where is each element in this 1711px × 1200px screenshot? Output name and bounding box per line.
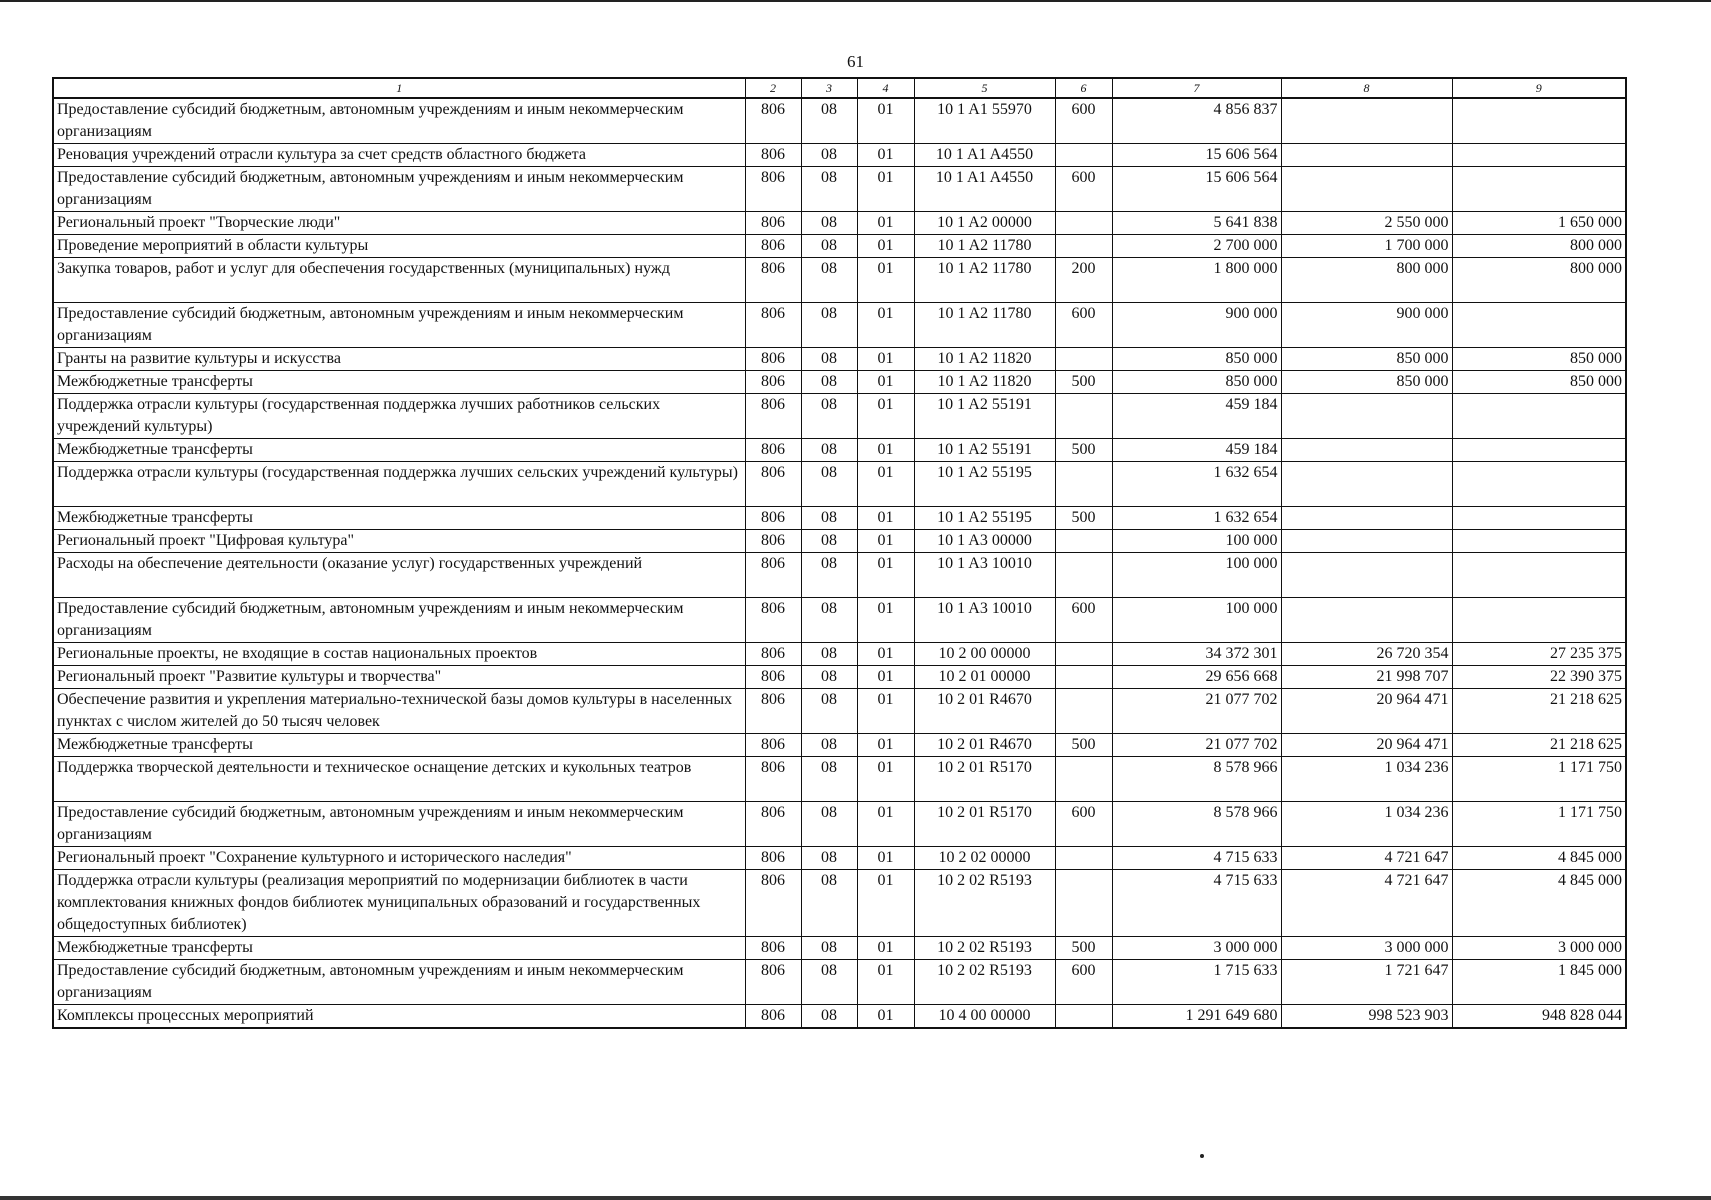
row-name-cell: Предоставление субсидий бюджетным, автономным учреждениям и иным некоммерческим организациям	[53, 167, 745, 212]
row-subsection-cell: 01	[857, 348, 914, 371]
row-code-cell: 806	[745, 235, 801, 258]
row-amount-col8-cell: 4 721 647	[1281, 847, 1452, 870]
table-row	[53, 666, 1626, 689]
row-amount-col7-cell: 8 578 966	[1112, 757, 1281, 802]
table-row	[53, 212, 1626, 235]
row-target-article-cell: 10 1 A2 00000	[914, 212, 1055, 235]
row-name-cell: Обеспечение развития и укрепления материально-технической базы домов культуры в населенных пунктах с числом жителей до 50 тысяч человек	[53, 689, 745, 734]
row-code-cell: 806	[745, 870, 801, 937]
row-amount-col9-cell: 21 218 625	[1452, 734, 1626, 757]
row-section-cell: 08	[801, 757, 857, 802]
row-amount-col8-cell	[1281, 167, 1452, 212]
row-name-cell: Межбюджетные трансферты	[53, 734, 745, 757]
row-target-article-cell: 10 1 A2 55191	[914, 439, 1055, 462]
table-row	[53, 258, 1626, 303]
budget-table	[52, 77, 1627, 1029]
row-amount-col8-cell: 998 523 903	[1281, 1005, 1452, 1029]
row-amount-col8-cell	[1281, 144, 1452, 167]
row-expense-type-cell: 500	[1055, 937, 1112, 960]
row-subsection-cell: 01	[857, 598, 914, 643]
budget-table-container	[52, 77, 1625, 1029]
row-code-cell: 806	[745, 643, 801, 666]
row-target-article-cell: 10 1 A3 10010	[914, 553, 1055, 598]
row-amount-col9-cell: 21 218 625	[1452, 689, 1626, 734]
table-row	[53, 303, 1626, 348]
row-section-cell: 08	[801, 847, 857, 870]
row-amount-col7-cell: 850 000	[1112, 348, 1281, 371]
row-target-article-cell: 10 1 A2 55195	[914, 507, 1055, 530]
row-amount-col7-cell: 4 715 633	[1112, 870, 1281, 937]
table-row	[53, 144, 1626, 167]
column-header: 2	[745, 78, 801, 98]
row-target-article-cell: 10 2 01 R4670	[914, 689, 1055, 734]
table-row	[53, 937, 1626, 960]
row-expense-type-cell	[1055, 870, 1112, 937]
row-amount-col8-cell: 850 000	[1281, 371, 1452, 394]
row-section-cell: 08	[801, 235, 857, 258]
row-amount-col9-cell: 1 845 000	[1452, 960, 1626, 1005]
row-amount-col9-cell	[1452, 553, 1626, 598]
row-amount-col8-cell: 2 550 000	[1281, 212, 1452, 235]
row-name-cell: Проведение мероприятий в области культуры	[53, 235, 745, 258]
row-name-cell: Региональный проект "Сохранение культурного и исторического наследия"	[53, 847, 745, 870]
row-amount-col9-cell: 800 000	[1452, 235, 1626, 258]
row-expense-type-cell: 500	[1055, 507, 1112, 530]
row-name-cell: Предоставление субсидий бюджетным, автономным учреждениям и иным некоммерческим организациям	[53, 598, 745, 643]
row-amount-col7-cell: 900 000	[1112, 303, 1281, 348]
row-expense-type-cell	[1055, 689, 1112, 734]
table-row	[53, 757, 1626, 802]
row-section-cell: 08	[801, 258, 857, 303]
column-header: 7	[1112, 78, 1281, 98]
row-subsection-cell: 01	[857, 235, 914, 258]
row-section-cell: 08	[801, 507, 857, 530]
table-row	[53, 734, 1626, 757]
row-name-cell: Закупка товаров, работ и услуг для обеспечения государственных (муниципальных) нужд	[53, 258, 745, 303]
row-amount-col8-cell: 3 000 000	[1281, 937, 1452, 960]
row-amount-col7-cell: 850 000	[1112, 371, 1281, 394]
row-subsection-cell: 01	[857, 870, 914, 937]
row-target-article-cell: 10 2 02 R5193	[914, 870, 1055, 937]
row-code-cell: 806	[745, 847, 801, 870]
row-subsection-cell: 01	[857, 643, 914, 666]
row-amount-col9-cell: 4 845 000	[1452, 870, 1626, 937]
row-amount-col9-cell	[1452, 507, 1626, 530]
row-expense-type-cell	[1055, 144, 1112, 167]
row-amount-col8-cell	[1281, 439, 1452, 462]
row-amount-col7-cell: 29 656 668	[1112, 666, 1281, 689]
row-name-cell: Региональный проект "Развитие культуры и творчества"	[53, 666, 745, 689]
table-row	[53, 1005, 1626, 1029]
row-amount-col7-cell: 1 632 654	[1112, 507, 1281, 530]
row-section-cell: 08	[801, 167, 857, 212]
row-amount-col9-cell: 1 171 750	[1452, 757, 1626, 802]
row-amount-col7-cell: 15 606 564	[1112, 144, 1281, 167]
row-amount-col8-cell	[1281, 530, 1452, 553]
row-amount-col9-cell: 850 000	[1452, 348, 1626, 371]
row-amount-col8-cell	[1281, 598, 1452, 643]
row-expense-type-cell: 500	[1055, 371, 1112, 394]
row-code-cell: 806	[745, 666, 801, 689]
row-subsection-cell: 01	[857, 371, 914, 394]
row-target-article-cell: 10 2 02 R5193	[914, 960, 1055, 1005]
row-name-cell: Межбюджетные трансферты	[53, 937, 745, 960]
row-name-cell: Поддержка творческой деятельности и техническое оснащение детских и кукольных театров	[53, 757, 745, 802]
row-amount-col8-cell: 850 000	[1281, 348, 1452, 371]
column-header: 5	[914, 78, 1055, 98]
row-amount-col8-cell: 1 034 236	[1281, 802, 1452, 847]
row-subsection-cell: 01	[857, 462, 914, 507]
row-code-cell: 806	[745, 98, 801, 144]
row-code-cell: 806	[745, 598, 801, 643]
row-name-cell: Региональный проект "Творческие люди"	[53, 212, 745, 235]
row-amount-col9-cell	[1452, 303, 1626, 348]
row-amount-col7-cell: 459 184	[1112, 439, 1281, 462]
row-code-cell: 806	[745, 553, 801, 598]
row-code-cell: 806	[745, 303, 801, 348]
row-name-cell: Гранты на развитие культуры и искусства	[53, 348, 745, 371]
row-section-cell: 08	[801, 937, 857, 960]
row-target-article-cell: 10 2 02 R5193	[914, 937, 1055, 960]
table-row	[53, 553, 1626, 598]
row-name-cell: Межбюджетные трансферты	[53, 507, 745, 530]
header-row	[53, 78, 1626, 98]
table-row	[53, 870, 1626, 937]
row-name-cell: Региональные проекты, не входящие в состав национальных проектов	[53, 643, 745, 666]
table-row	[53, 167, 1626, 212]
row-amount-col8-cell: 20 964 471	[1281, 734, 1452, 757]
row-name-cell: Межбюджетные трансферты	[53, 371, 745, 394]
row-name-cell: Поддержка отрасли культуры (реализация мероприятий по модернизации библиотек в части комплектования книжных фондов библиотек муниципальных образований и государственных общедоступных библиотек)	[53, 870, 745, 937]
row-expense-type-cell	[1055, 530, 1112, 553]
row-expense-type-cell	[1055, 643, 1112, 666]
row-section-cell: 08	[801, 643, 857, 666]
row-name-cell: Предоставление субсидий бюджетным, автономным учреждениям и иным некоммерческим организациям	[53, 802, 745, 847]
row-subsection-cell: 01	[857, 394, 914, 439]
column-header: 8	[1281, 78, 1452, 98]
row-amount-col7-cell: 1 291 649 680	[1112, 1005, 1281, 1029]
row-amount-col8-cell: 800 000	[1281, 258, 1452, 303]
row-amount-col8-cell: 4 721 647	[1281, 870, 1452, 937]
table-row	[53, 394, 1626, 439]
row-code-cell: 806	[745, 507, 801, 530]
row-name-cell: Расходы на обеспечение деятельности (оказание услуг) государственных учреждений	[53, 553, 745, 598]
row-name-cell: Реновация учреждений отрасли культура за счет средств областного бюджета	[53, 144, 745, 167]
row-amount-col9-cell: 1 650 000	[1452, 212, 1626, 235]
row-amount-col9-cell	[1452, 462, 1626, 507]
row-subsection-cell: 01	[857, 212, 914, 235]
row-target-article-cell: 10 2 00 00000	[914, 643, 1055, 666]
row-section-cell: 08	[801, 802, 857, 847]
row-expense-type-cell	[1055, 235, 1112, 258]
row-expense-type-cell: 600	[1055, 960, 1112, 1005]
row-target-article-cell: 10 2 02 00000	[914, 847, 1055, 870]
row-target-article-cell: 10 1 A1 55970	[914, 98, 1055, 144]
row-amount-col7-cell: 8 578 966	[1112, 802, 1281, 847]
row-amount-col8-cell: 20 964 471	[1281, 689, 1452, 734]
row-section-cell: 08	[801, 666, 857, 689]
row-amount-col8-cell	[1281, 98, 1452, 144]
row-amount-col9-cell: 3 000 000	[1452, 937, 1626, 960]
row-expense-type-cell	[1055, 394, 1112, 439]
row-section-cell: 08	[801, 553, 857, 598]
row-section-cell: 08	[801, 439, 857, 462]
row-amount-col9-cell: 1 171 750	[1452, 802, 1626, 847]
page-number: 61	[847, 52, 864, 71]
row-code-cell: 806	[745, 348, 801, 371]
table-row	[53, 598, 1626, 643]
row-section-cell: 08	[801, 462, 857, 507]
row-amount-col7-cell: 100 000	[1112, 598, 1281, 643]
row-expense-type-cell	[1055, 757, 1112, 802]
row-target-article-cell: 10 2 01 R5170	[914, 802, 1055, 847]
row-amount-col8-cell: 1 034 236	[1281, 757, 1452, 802]
row-amount-col9-cell: 800 000	[1452, 258, 1626, 303]
row-amount-col9-cell	[1452, 144, 1626, 167]
row-amount-col7-cell: 1 632 654	[1112, 462, 1281, 507]
row-section-cell: 08	[801, 371, 857, 394]
row-subsection-cell: 01	[857, 666, 914, 689]
row-amount-col7-cell: 2 700 000	[1112, 235, 1281, 258]
table-row	[53, 960, 1626, 1005]
row-code-cell: 806	[745, 212, 801, 235]
row-amount-col8-cell: 26 720 354	[1281, 643, 1452, 666]
row-target-article-cell: 10 1 A2 11780	[914, 303, 1055, 348]
row-amount-col7-cell: 4 715 633	[1112, 847, 1281, 870]
row-section-cell: 08	[801, 734, 857, 757]
row-section-cell: 08	[801, 870, 857, 937]
row-expense-type-cell: 600	[1055, 167, 1112, 212]
row-section-cell: 08	[801, 348, 857, 371]
column-header: 9	[1452, 78, 1626, 98]
row-expense-type-cell	[1055, 666, 1112, 689]
row-target-article-cell: 10 1 A3 00000	[914, 530, 1055, 553]
row-amount-col8-cell: 1 721 647	[1281, 960, 1452, 1005]
row-section-cell: 08	[801, 394, 857, 439]
row-amount-col9-cell	[1452, 439, 1626, 462]
row-name-cell: Комплексы процессных мероприятий	[53, 1005, 745, 1029]
row-target-article-cell: 10 4 00 00000	[914, 1005, 1055, 1029]
row-name-cell: Поддержка отрасли культуры (государственная поддержка лучших работников сельских учреждений культуры)	[53, 394, 745, 439]
row-expense-type-cell: 600	[1055, 98, 1112, 144]
row-code-cell: 806	[745, 960, 801, 1005]
row-expense-type-cell	[1055, 348, 1112, 371]
row-code-cell: 806	[745, 371, 801, 394]
row-amount-col9-cell: 4 845 000	[1452, 847, 1626, 870]
row-amount-col9-cell	[1452, 98, 1626, 144]
row-target-article-cell: 10 1 A3 10010	[914, 598, 1055, 643]
row-subsection-cell: 01	[857, 1005, 914, 1029]
row-section-cell: 08	[801, 960, 857, 1005]
row-amount-col7-cell: 1 715 633	[1112, 960, 1281, 1005]
row-amount-col9-cell	[1452, 167, 1626, 212]
row-amount-col9-cell: 27 235 375	[1452, 643, 1626, 666]
row-amount-col7-cell: 100 000	[1112, 553, 1281, 598]
row-expense-type-cell: 500	[1055, 734, 1112, 757]
row-code-cell: 806	[745, 689, 801, 734]
table-row	[53, 98, 1626, 144]
row-amount-col7-cell: 34 372 301	[1112, 643, 1281, 666]
table-body	[53, 98, 1626, 1028]
row-amount-col7-cell: 5 641 838	[1112, 212, 1281, 235]
row-target-article-cell: 10 1 A2 55195	[914, 462, 1055, 507]
row-amount-col9-cell	[1452, 394, 1626, 439]
row-expense-type-cell	[1055, 462, 1112, 507]
row-section-cell: 08	[801, 530, 857, 553]
row-subsection-cell: 01	[857, 937, 914, 960]
row-code-cell: 806	[745, 439, 801, 462]
row-code-cell: 806	[745, 937, 801, 960]
row-amount-col7-cell: 100 000	[1112, 530, 1281, 553]
row-subsection-cell: 01	[857, 960, 914, 1005]
row-code-cell: 806	[745, 757, 801, 802]
row-subsection-cell: 01	[857, 734, 914, 757]
row-amount-col7-cell: 4 856 837	[1112, 98, 1281, 144]
row-code-cell: 806	[745, 144, 801, 167]
table-row	[53, 847, 1626, 870]
row-subsection-cell: 01	[857, 98, 914, 144]
row-amount-col9-cell	[1452, 598, 1626, 643]
table-row	[53, 643, 1626, 666]
row-subsection-cell: 01	[857, 144, 914, 167]
row-target-article-cell: 10 1 A2 11780	[914, 258, 1055, 303]
row-subsection-cell: 01	[857, 507, 914, 530]
row-code-cell: 806	[745, 394, 801, 439]
row-target-article-cell: 10 1 A1 A4550	[914, 167, 1055, 212]
row-code-cell: 806	[745, 462, 801, 507]
row-code-cell: 806	[745, 734, 801, 757]
row-expense-type-cell	[1055, 212, 1112, 235]
row-section-cell: 08	[801, 212, 857, 235]
row-code-cell: 806	[745, 802, 801, 847]
row-expense-type-cell	[1055, 847, 1112, 870]
row-section-cell: 08	[801, 303, 857, 348]
row-amount-col8-cell	[1281, 394, 1452, 439]
row-subsection-cell: 01	[857, 439, 914, 462]
table-row	[53, 802, 1626, 847]
row-section-cell: 08	[801, 598, 857, 643]
row-subsection-cell: 01	[857, 757, 914, 802]
row-amount-col8-cell: 1 700 000	[1281, 235, 1452, 258]
scan-edge-top	[0, 0, 1711, 2]
scan-edge-bottom	[0, 1196, 1711, 1200]
column-header: 4	[857, 78, 914, 98]
table-row	[53, 348, 1626, 371]
row-name-cell: Предоставление субсидий бюджетным, автономным учреждениям и иным некоммерческим организациям	[53, 98, 745, 144]
row-subsection-cell: 01	[857, 530, 914, 553]
row-subsection-cell: 01	[857, 167, 914, 212]
row-subsection-cell: 01	[857, 553, 914, 598]
row-expense-type-cell: 600	[1055, 802, 1112, 847]
row-amount-col8-cell: 900 000	[1281, 303, 1452, 348]
row-name-cell: Предоставление субсидий бюджетным, автономным учреждениям и иным некоммерческим организациям	[53, 960, 745, 1005]
row-target-article-cell: 10 1 A2 11820	[914, 371, 1055, 394]
table-row	[53, 689, 1626, 734]
row-expense-type-cell	[1055, 553, 1112, 598]
row-code-cell: 806	[745, 530, 801, 553]
row-amount-col9-cell: 22 390 375	[1452, 666, 1626, 689]
row-expense-type-cell: 600	[1055, 303, 1112, 348]
table-row	[53, 530, 1626, 553]
column-header: 3	[801, 78, 857, 98]
row-amount-col8-cell	[1281, 553, 1452, 598]
table-row	[53, 462, 1626, 507]
row-target-article-cell: 10 2 01 R5170	[914, 757, 1055, 802]
row-amount-col7-cell: 3 000 000	[1112, 937, 1281, 960]
row-section-cell: 08	[801, 1005, 857, 1029]
row-amount-col7-cell: 459 184	[1112, 394, 1281, 439]
table-row	[53, 439, 1626, 462]
row-expense-type-cell: 600	[1055, 598, 1112, 643]
row-name-cell: Предоставление субсидий бюджетным, автономным учреждениям и иным некоммерческим организациям	[53, 303, 745, 348]
scan-mark	[1200, 1154, 1204, 1158]
row-amount-col8-cell: 21 998 707	[1281, 666, 1452, 689]
row-section-cell: 08	[801, 144, 857, 167]
row-target-article-cell: 10 1 A2 11820	[914, 348, 1055, 371]
column-header: 1	[53, 78, 745, 98]
row-expense-type-cell: 500	[1055, 439, 1112, 462]
row-section-cell: 08	[801, 689, 857, 734]
row-subsection-cell: 01	[857, 689, 914, 734]
row-section-cell: 08	[801, 98, 857, 144]
row-expense-type-cell	[1055, 1005, 1112, 1029]
row-amount-col7-cell: 1 800 000	[1112, 258, 1281, 303]
row-code-cell: 806	[745, 1005, 801, 1029]
row-amount-col8-cell	[1281, 507, 1452, 530]
row-target-article-cell: 10 2 01 R4670	[914, 734, 1055, 757]
row-target-article-cell: 10 2 01 00000	[914, 666, 1055, 689]
row-amount-col8-cell	[1281, 462, 1452, 507]
row-code-cell: 806	[745, 167, 801, 212]
row-subsection-cell: 01	[857, 258, 914, 303]
row-amount-col9-cell	[1452, 530, 1626, 553]
row-subsection-cell: 01	[857, 847, 914, 870]
row-name-cell: Поддержка отрасли культуры (государственная поддержка лучших сельских учреждений культуры)	[53, 462, 745, 507]
row-amount-col7-cell: 21 077 702	[1112, 734, 1281, 757]
row-expense-type-cell: 200	[1055, 258, 1112, 303]
row-amount-col7-cell: 21 077 702	[1112, 689, 1281, 734]
row-code-cell: 806	[745, 258, 801, 303]
row-subsection-cell: 01	[857, 802, 914, 847]
row-target-article-cell: 10 1 A1 A4550	[914, 144, 1055, 167]
column-header: 6	[1055, 78, 1112, 98]
row-target-article-cell: 10 1 A2 55191	[914, 394, 1055, 439]
row-subsection-cell: 01	[857, 303, 914, 348]
table-row	[53, 371, 1626, 394]
row-amount-col9-cell: 948 828 044	[1452, 1005, 1626, 1029]
row-name-cell: Региональный проект "Цифровая культура"	[53, 530, 745, 553]
row-amount-col9-cell: 850 000	[1452, 371, 1626, 394]
table-row	[53, 507, 1626, 530]
table-row	[53, 235, 1626, 258]
row-amount-col7-cell: 15 606 564	[1112, 167, 1281, 212]
row-name-cell: Межбюджетные трансферты	[53, 439, 745, 462]
row-target-article-cell: 10 1 A2 11780	[914, 235, 1055, 258]
